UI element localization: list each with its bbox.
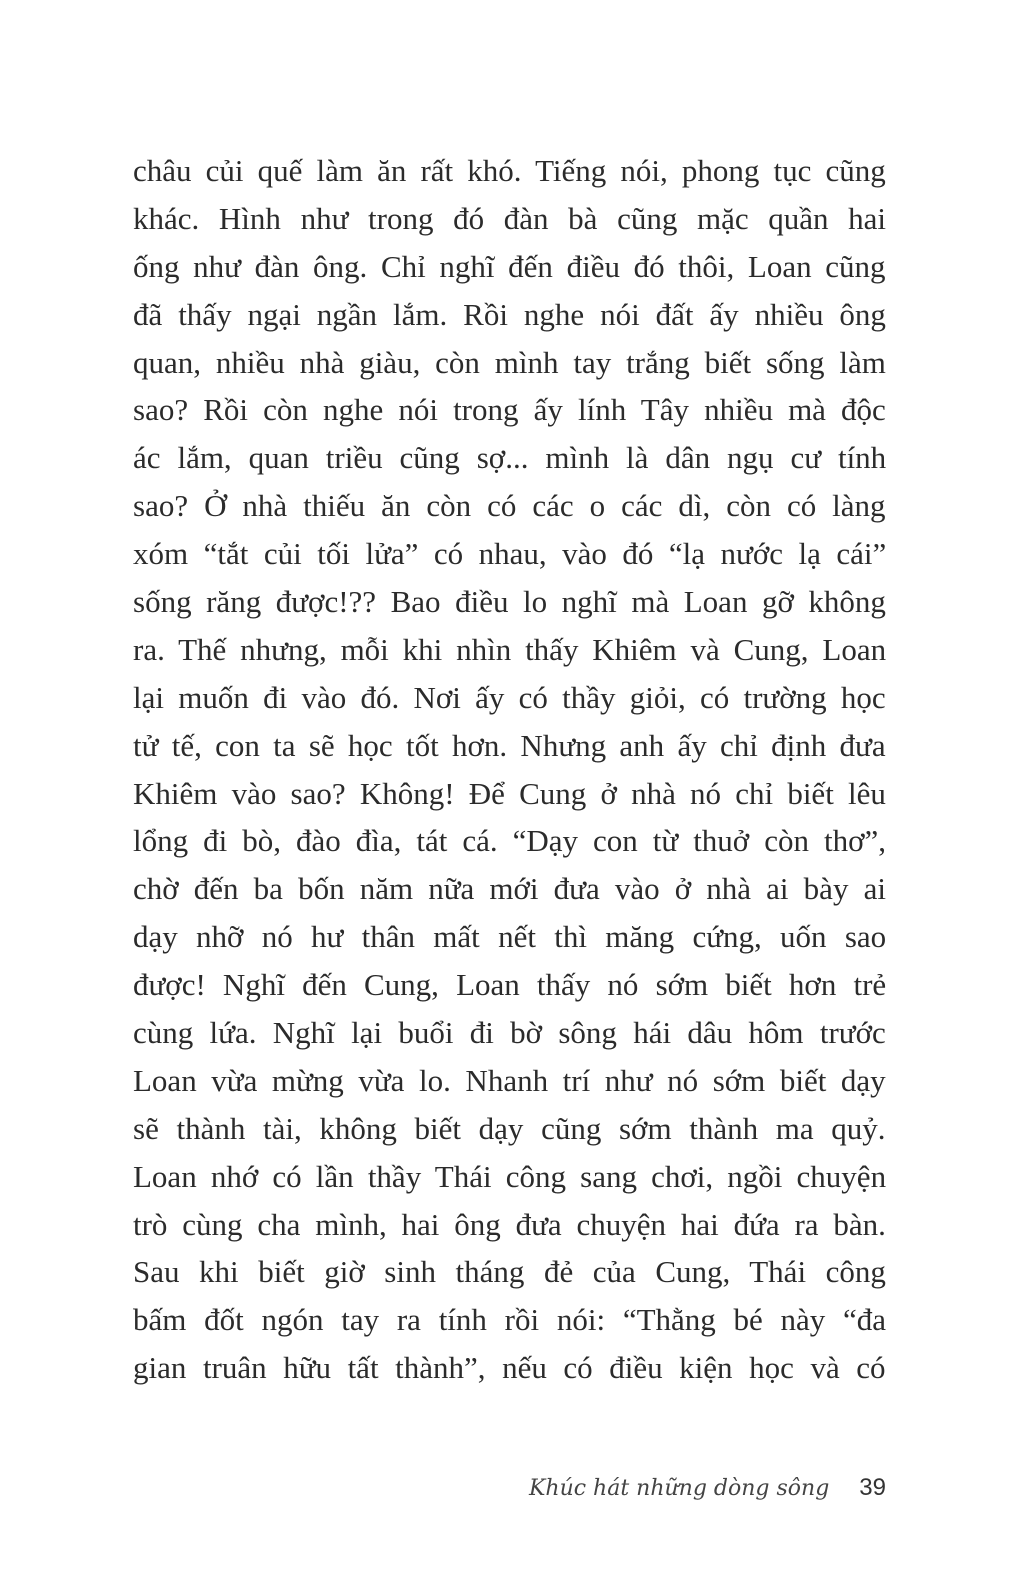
text-line: dạy nhỡ nó hư thân mất nết thì măng cứng, uốn sao bbox=[133, 919, 887, 955]
text-line: cùng lứa. Nghĩ lại buổi đi bờ sông hái dâu hôm trước bbox=[133, 1015, 886, 1051]
text-line: ác lắm, quan triều cũng sợ... mình là dân ngụ cư tính bbox=[133, 440, 887, 476]
running-title: Khúc hát những dòng sông bbox=[528, 1475, 830, 1501]
text-line: Loan nhớ có lần thầy Thái công sang chơi, ngồi chuyện bbox=[133, 1158, 887, 1194]
text-line: sẽ thành tài, không biết dạy cũng sớm thành ma quỷ. bbox=[133, 1110, 886, 1146]
text-line: bấm đốt ngón tay ra tính rồi nói: “Thằng bé này “đa bbox=[133, 1302, 887, 1338]
text-line: chờ đến ba bốn năm nữa mới đưa vào ở nhà ai bày ai bbox=[133, 871, 886, 907]
text-line: lổng đi bò, đào đìa, tát cá. “Dạy con từ thuở còn thơ”, bbox=[133, 823, 886, 859]
text-line: quan, nhiều nhà giàu, còn mình tay trắng biết sống làm bbox=[133, 344, 886, 380]
text-line: được! Nghĩ đến Cung, Loan thấy nó sớm biết hơn trẻ bbox=[133, 967, 887, 1003]
text-line: châu củi quế làm ăn rất khó. Tiếng nói, phong tục cũng bbox=[133, 153, 886, 188]
text-line: khác. Hình như trong đó đàn bà cũng mặc quần hai bbox=[133, 200, 887, 236]
text-line: tử tế, con ta sẽ học tốt hơn. Nhưng anh ấy chỉ định đưa bbox=[133, 727, 886, 763]
text-line: ra. Thế nhưng, mỗi khi nhìn thấy Khiêm và Cung, Loan bbox=[133, 631, 887, 667]
text-line: Sau khi biết giờ sinh tháng đẻ của Cung, Thái công bbox=[133, 1254, 886, 1290]
text-line: sống răng được!?? Bao điều lo nghĩ mà Loan gỡ không bbox=[133, 584, 886, 620]
text-line: sao? Ở nhà thiếu ăn còn có các o các dì, còn có làng bbox=[133, 488, 886, 524]
text-line: lại muốn đi vào đó. Nơi ấy có thầy giỏi, có trường học bbox=[133, 679, 886, 715]
text-line: đã thấy ngại ngần lắm. Rồi nghe nói đất ấy nhiều ông bbox=[133, 296, 886, 332]
text-line: Khiêm vào sao? Không! Để Cung ở nhà nó chỉ biết lêu bbox=[133, 775, 886, 811]
text-line: ống như đàn ông. Chỉ nghĩ đến điều đó thôi, Loan cũng bbox=[133, 248, 886, 284]
text-line: xóm “tắt củi tối lửa” có nhau, vào đó “lạ nước lạ cái” bbox=[133, 536, 887, 572]
text-line: Loan vừa mừng vừa lo. Nhanh trí như nó sớm biết dạy bbox=[133, 1062, 886, 1098]
text-line: sao? Rồi còn nghe nói trong ấy lính Tây nhiều mà độc bbox=[133, 392, 886, 428]
body-text bbox=[133, 147, 886, 1392]
text-line: trò cùng cha mình, hai ông đưa chuyện hai đứa ra bàn. bbox=[133, 1206, 886, 1242]
text-line: gian truân hữu tất thành”, nếu có điều kiện học và có bbox=[133, 1350, 886, 1386]
page-footer bbox=[0, 1468, 886, 1508]
page-number: 39 bbox=[859, 1474, 886, 1501]
